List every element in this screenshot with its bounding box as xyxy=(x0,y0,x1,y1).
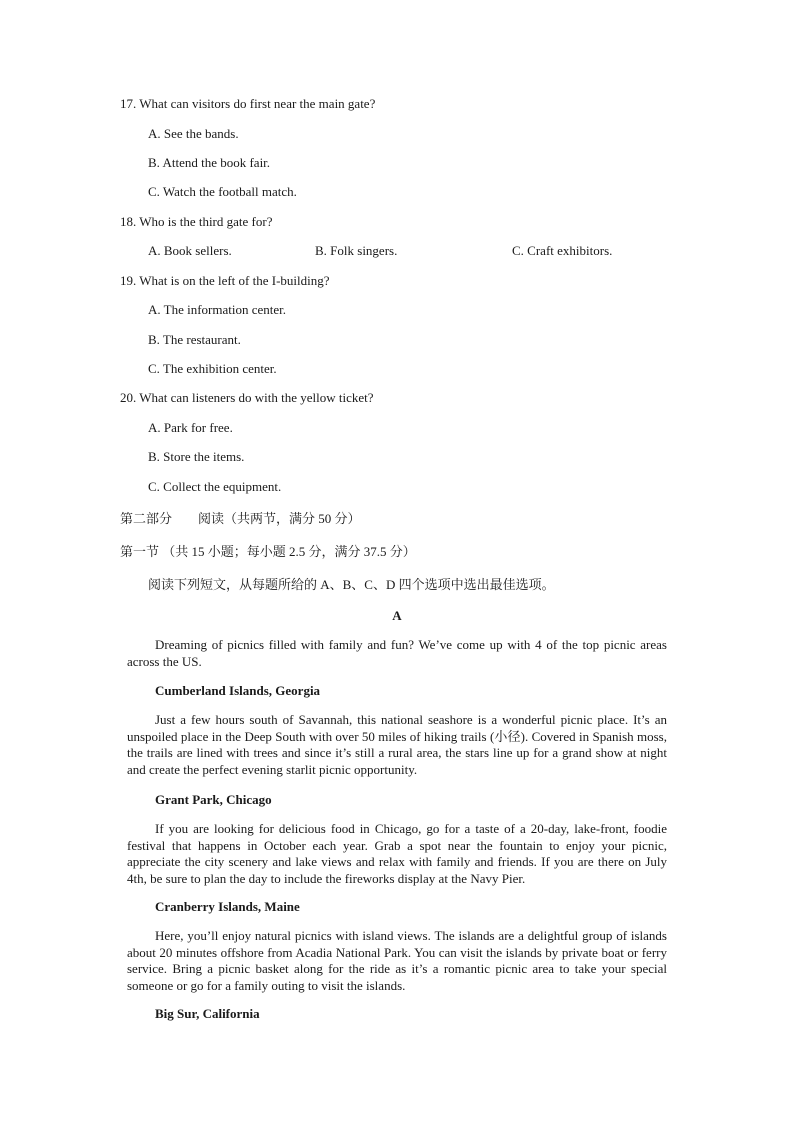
option-19b: B. The restaurant. xyxy=(148,332,241,347)
section-text-grant-park: If you are looking for delicious food in Chicago, go for a taste of a 20-day, lake-front, foodie festival that happens in October each year. Grab a spot near the fountain to enjoy your picnic, appreciate the city scenery and lake views and relax with family and friends. If you are there on July 4th, be sure to plan the day to include the fireworks display at the Navy Pier. xyxy=(127,821,667,886)
question-19: 19. What is on the left of the I-building? xyxy=(120,273,330,288)
reading-instruction: 阅读下列短文，从每题所给的 A、B、C、D 四个选项中选出最佳选项。 xyxy=(148,577,555,592)
section-heading-cumberland: Cumberland Islands, Georgia xyxy=(155,683,321,698)
section-heading-grant-park: Grant Park, Chicago xyxy=(155,792,272,807)
option-17a: A. See the bands. xyxy=(148,126,239,141)
section-text-cumberland: Just a few hours south of Savannah, this national seashore is a wonderful picnic place. It’s an unspoiled place in the Deep South with over 50 miles of hiking trails (小径). Covered in Spanish moss, the trails are lined with trees and since it’s still a rural area, the stars line up for a grand show at night and create the perfect evening starlit picnic opportunity. xyxy=(127,712,667,777)
option-17c: C. Watch the football match. xyxy=(148,184,297,199)
option-20a: A. Park for free. xyxy=(148,420,233,435)
option-20b: B. Store the items. xyxy=(148,449,245,464)
section-heading-big-sur: Big Sur, California xyxy=(155,1006,260,1021)
question-18: 18. Who is the third gate for? xyxy=(120,214,273,229)
part2-title: 第二部分 阅读（共两节，满分 50 分） xyxy=(120,511,361,526)
passage-intro: Dreaming of picnics filled with family and fun? We’ve come up with 4 of the top picnic areas across the US. xyxy=(127,637,667,669)
option-19c: C. The exhibition center. xyxy=(148,361,277,376)
passage-label: A xyxy=(392,608,402,623)
option-18c: C. Craft exhibitors. xyxy=(512,243,613,258)
section-heading-cranberry: Cranberry Islands, Maine xyxy=(155,899,300,914)
section-text-cranberry: Here, you’ll enjoy natural picnics with island views. The islands are a delightful group of islands about 20 minutes offshore from Acadia National Park. You can visit the islands by private boat or ferry service. Bring a picnic basket along for the ride as it’s a romantic picnic area to take your special someone or go for a family outing to visit the islands. xyxy=(127,928,667,993)
section1-title: 第一节 （共 15 小题；每小题 2.5 分，满分 37.5 分） xyxy=(120,544,416,559)
option-18a: A. Book sellers. xyxy=(148,243,232,258)
option-18b: B. Folk singers. xyxy=(315,243,398,258)
option-19a: A. The information center. xyxy=(148,302,287,317)
option-20c: C. Collect the equipment. xyxy=(148,479,282,494)
option-17b: B. Attend the book fair. xyxy=(148,155,271,170)
question-17: 17. What can visitors do first near the main gate? xyxy=(120,96,376,111)
question-20: 20. What can listeners do with the yellow ticket? xyxy=(120,390,374,405)
